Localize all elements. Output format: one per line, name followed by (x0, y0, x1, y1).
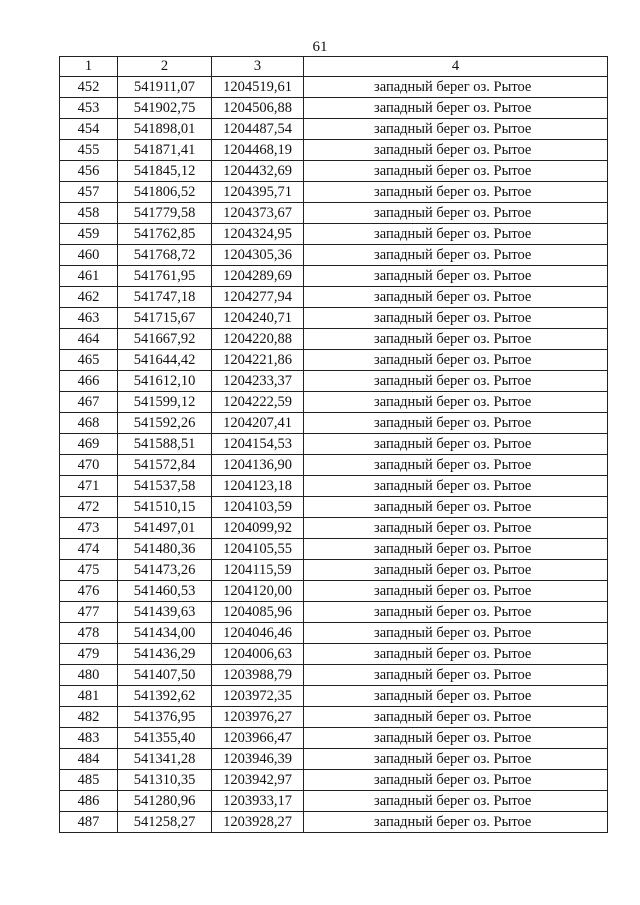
x-coordinate-cell: 541355,40 (118, 728, 212, 749)
point-number-cell: 477 (60, 602, 118, 623)
table-row (60, 455, 608, 476)
x-coordinate-cell: 541439,63 (118, 602, 212, 623)
x-coordinate-cell: 541473,26 (118, 560, 212, 581)
point-number-cell: 469 (60, 434, 118, 455)
point-number-cell: 480 (60, 665, 118, 686)
table-row (60, 728, 608, 749)
point-number-cell: 468 (60, 413, 118, 434)
point-number-cell: 455 (60, 140, 118, 161)
description-cell: западный берег оз. Рытое (304, 581, 608, 602)
description-cell: западный берег оз. Рытое (304, 623, 608, 644)
point-number-cell: 454 (60, 119, 118, 140)
description-cell: западный берег оз. Рытое (304, 665, 608, 686)
y-coordinate-cell: 1204395,71 (212, 182, 304, 203)
y-coordinate-cell: 1203928,27 (212, 812, 304, 833)
table-header-row (60, 57, 608, 77)
description-cell: западный берег оз. Рытое (304, 686, 608, 707)
x-coordinate-cell: 541911,07 (118, 77, 212, 98)
x-coordinate-cell: 541588,51 (118, 434, 212, 455)
table-row (60, 434, 608, 455)
y-coordinate-cell: 1204103,59 (212, 497, 304, 518)
description-cell: западный берег оз. Рытое (304, 77, 608, 98)
y-coordinate-cell: 1204519,61 (212, 77, 304, 98)
table-row (60, 749, 608, 770)
description-cell: западный берег оз. Рытое (304, 203, 608, 224)
description-cell: западный берег оз. Рытое (304, 497, 608, 518)
point-number-cell: 472 (60, 497, 118, 518)
description-cell: западный берег оз. Рытое (304, 98, 608, 119)
description-cell: западный берег оз. Рытое (304, 434, 608, 455)
x-coordinate-cell: 541310,35 (118, 770, 212, 791)
description-cell: западный берег оз. Рытое (304, 749, 608, 770)
description-cell: западный берег оз. Рытое (304, 728, 608, 749)
point-number-cell: 483 (60, 728, 118, 749)
x-coordinate-cell: 541715,67 (118, 308, 212, 329)
table-row (60, 224, 608, 245)
point-number-cell: 463 (60, 308, 118, 329)
x-coordinate-cell: 541898,01 (118, 119, 212, 140)
point-number-cell: 478 (60, 623, 118, 644)
y-coordinate-cell: 1204006,63 (212, 644, 304, 665)
description-cell: западный берег оз. Рытое (304, 266, 608, 287)
x-coordinate-cell: 541845,12 (118, 161, 212, 182)
y-coordinate-cell: 1204120,00 (212, 581, 304, 602)
description-cell: западный берег оз. Рытое (304, 413, 608, 434)
x-coordinate-cell: 541667,92 (118, 329, 212, 350)
point-number-cell: 476 (60, 581, 118, 602)
table-row (60, 245, 608, 266)
description-cell: западный берег оз. Рытое (304, 287, 608, 308)
table-row (60, 686, 608, 707)
table-row (60, 98, 608, 119)
x-coordinate-cell: 541871,41 (118, 140, 212, 161)
x-coordinate-cell: 541376,95 (118, 707, 212, 728)
y-coordinate-cell: 1203988,79 (212, 665, 304, 686)
x-coordinate-cell: 541806,52 (118, 182, 212, 203)
description-cell: западный берег оз. Рытое (304, 707, 608, 728)
point-number-cell: 457 (60, 182, 118, 203)
description-cell: западный берег оз. Рытое (304, 602, 608, 623)
x-coordinate-cell: 541537,58 (118, 476, 212, 497)
y-coordinate-cell: 1204099,92 (212, 518, 304, 539)
description-cell: западный берег оз. Рытое (304, 308, 608, 329)
y-coordinate-cell: 1204220,88 (212, 329, 304, 350)
description-cell: западный берег оз. Рытое (304, 161, 608, 182)
y-coordinate-cell: 1204136,90 (212, 455, 304, 476)
y-coordinate-cell: 1204105,55 (212, 539, 304, 560)
table-row (60, 581, 608, 602)
table-row (60, 413, 608, 434)
y-coordinate-cell: 1204207,41 (212, 413, 304, 434)
y-coordinate-cell: 1204123,18 (212, 476, 304, 497)
table-row (60, 665, 608, 686)
point-number-cell: 484 (60, 749, 118, 770)
description-cell: западный берег оз. Рытое (304, 812, 608, 833)
table-row (60, 812, 608, 833)
description-cell: западный берег оз. Рытое (304, 371, 608, 392)
x-coordinate-cell: 541480,36 (118, 539, 212, 560)
description-cell: западный берег оз. Рытое (304, 119, 608, 140)
column-header-4: 4 (304, 57, 608, 77)
point-number-cell: 473 (60, 518, 118, 539)
table-row (60, 539, 608, 560)
table-row (60, 623, 608, 644)
y-coordinate-cell: 1204233,37 (212, 371, 304, 392)
point-number-cell: 479 (60, 644, 118, 665)
table-row (60, 119, 608, 140)
description-cell: западный берег оз. Рытое (304, 245, 608, 266)
x-coordinate-cell: 541768,72 (118, 245, 212, 266)
x-coordinate-cell: 541280,96 (118, 791, 212, 812)
table-row (60, 497, 608, 518)
table-row (60, 518, 608, 539)
point-number-cell: 466 (60, 371, 118, 392)
description-cell: западный берег оз. Рытое (304, 455, 608, 476)
table-row (60, 707, 608, 728)
table-row (60, 308, 608, 329)
table-body (60, 77, 608, 833)
point-number-cell: 482 (60, 707, 118, 728)
x-coordinate-cell: 541460,53 (118, 581, 212, 602)
column-header-1: 1 (60, 57, 118, 77)
table-row (60, 791, 608, 812)
description-cell: западный берег оз. Рытое (304, 644, 608, 665)
y-coordinate-cell: 1204324,95 (212, 224, 304, 245)
y-coordinate-cell: 1204115,59 (212, 560, 304, 581)
x-coordinate-cell: 541644,42 (118, 350, 212, 371)
x-coordinate-cell: 541762,85 (118, 224, 212, 245)
y-coordinate-cell: 1204373,67 (212, 203, 304, 224)
point-number-cell: 471 (60, 476, 118, 497)
point-number-cell: 486 (60, 791, 118, 812)
x-coordinate-cell: 541341,28 (118, 749, 212, 770)
x-coordinate-cell: 541761,95 (118, 266, 212, 287)
y-coordinate-cell: 1204506,88 (212, 98, 304, 119)
y-coordinate-cell: 1204468,19 (212, 140, 304, 161)
y-coordinate-cell: 1204289,69 (212, 266, 304, 287)
description-cell: западный берег оз. Рытое (304, 329, 608, 350)
point-number-cell: 475 (60, 560, 118, 581)
description-cell: западный берег оз. Рытое (304, 392, 608, 413)
description-cell: западный берег оз. Рытое (304, 140, 608, 161)
table-row (60, 392, 608, 413)
y-coordinate-cell: 1204432,69 (212, 161, 304, 182)
x-coordinate-cell: 541612,10 (118, 371, 212, 392)
x-coordinate-cell: 541258,27 (118, 812, 212, 833)
y-coordinate-cell: 1204487,54 (212, 119, 304, 140)
table-row (60, 77, 608, 98)
point-number-cell: 453 (60, 98, 118, 119)
table-row (60, 266, 608, 287)
description-cell: западный берег оз. Рытое (304, 539, 608, 560)
x-coordinate-cell: 541392,62 (118, 686, 212, 707)
y-coordinate-cell: 1204085,96 (212, 602, 304, 623)
x-coordinate-cell: 541407,50 (118, 665, 212, 686)
table-row (60, 602, 608, 623)
y-coordinate-cell: 1203942,97 (212, 770, 304, 791)
column-header-2: 2 (118, 57, 212, 77)
y-coordinate-cell: 1204240,71 (212, 308, 304, 329)
table-row (60, 329, 608, 350)
x-coordinate-cell: 541902,75 (118, 98, 212, 119)
point-number-cell: 460 (60, 245, 118, 266)
y-coordinate-cell: 1204305,36 (212, 245, 304, 266)
x-coordinate-cell: 541779,58 (118, 203, 212, 224)
point-number-cell: 487 (60, 812, 118, 833)
point-number-cell: 474 (60, 539, 118, 560)
x-coordinate-cell: 541436,29 (118, 644, 212, 665)
table-row (60, 182, 608, 203)
description-cell: западный берег оз. Рытое (304, 476, 608, 497)
description-cell: западный берег оз. Рытое (304, 791, 608, 812)
description-cell: западный берег оз. Рытое (304, 182, 608, 203)
table-row (60, 287, 608, 308)
point-number-cell: 459 (60, 224, 118, 245)
x-coordinate-cell: 541497,01 (118, 518, 212, 539)
table-row (60, 350, 608, 371)
description-cell: западный берег оз. Рытое (304, 770, 608, 791)
y-coordinate-cell: 1203946,39 (212, 749, 304, 770)
table-row (60, 140, 608, 161)
point-number-cell: 458 (60, 203, 118, 224)
y-coordinate-cell: 1203966,47 (212, 728, 304, 749)
y-coordinate-cell: 1204277,94 (212, 287, 304, 308)
table-row (60, 161, 608, 182)
table-row (60, 560, 608, 581)
point-number-cell: 485 (60, 770, 118, 791)
point-number-cell: 481 (60, 686, 118, 707)
description-cell: западный берег оз. Рытое (304, 224, 608, 245)
table-row (60, 770, 608, 791)
description-cell: западный берег оз. Рытое (304, 350, 608, 371)
x-coordinate-cell: 541592,26 (118, 413, 212, 434)
point-number-cell: 467 (60, 392, 118, 413)
point-number-cell: 464 (60, 329, 118, 350)
point-number-cell: 462 (60, 287, 118, 308)
point-number-cell: 470 (60, 455, 118, 476)
table-row (60, 203, 608, 224)
description-cell: западный берег оз. Рытое (304, 518, 608, 539)
y-coordinate-cell: 1204154,53 (212, 434, 304, 455)
point-number-cell: 452 (60, 77, 118, 98)
table-row (60, 371, 608, 392)
table-row (60, 476, 608, 497)
column-header-3: 3 (212, 57, 304, 77)
description-cell: западный берег оз. Рытое (304, 560, 608, 581)
y-coordinate-cell: 1203972,35 (212, 686, 304, 707)
page-number: 61 (312, 39, 328, 55)
x-coordinate-cell: 541434,00 (118, 623, 212, 644)
x-coordinate-cell: 541572,84 (118, 455, 212, 476)
point-number-cell: 456 (60, 161, 118, 182)
table-row (60, 644, 608, 665)
point-number-cell: 465 (60, 350, 118, 371)
y-coordinate-cell: 1203976,27 (212, 707, 304, 728)
y-coordinate-cell: 1203933,17 (212, 791, 304, 812)
point-number-cell: 461 (60, 266, 118, 287)
coordinates-table (59, 56, 608, 833)
y-coordinate-cell: 1204221,86 (212, 350, 304, 371)
y-coordinate-cell: 1204222,59 (212, 392, 304, 413)
y-coordinate-cell: 1204046,46 (212, 623, 304, 644)
x-coordinate-cell: 541510,15 (118, 497, 212, 518)
x-coordinate-cell: 541599,12 (118, 392, 212, 413)
x-coordinate-cell: 541747,18 (118, 287, 212, 308)
